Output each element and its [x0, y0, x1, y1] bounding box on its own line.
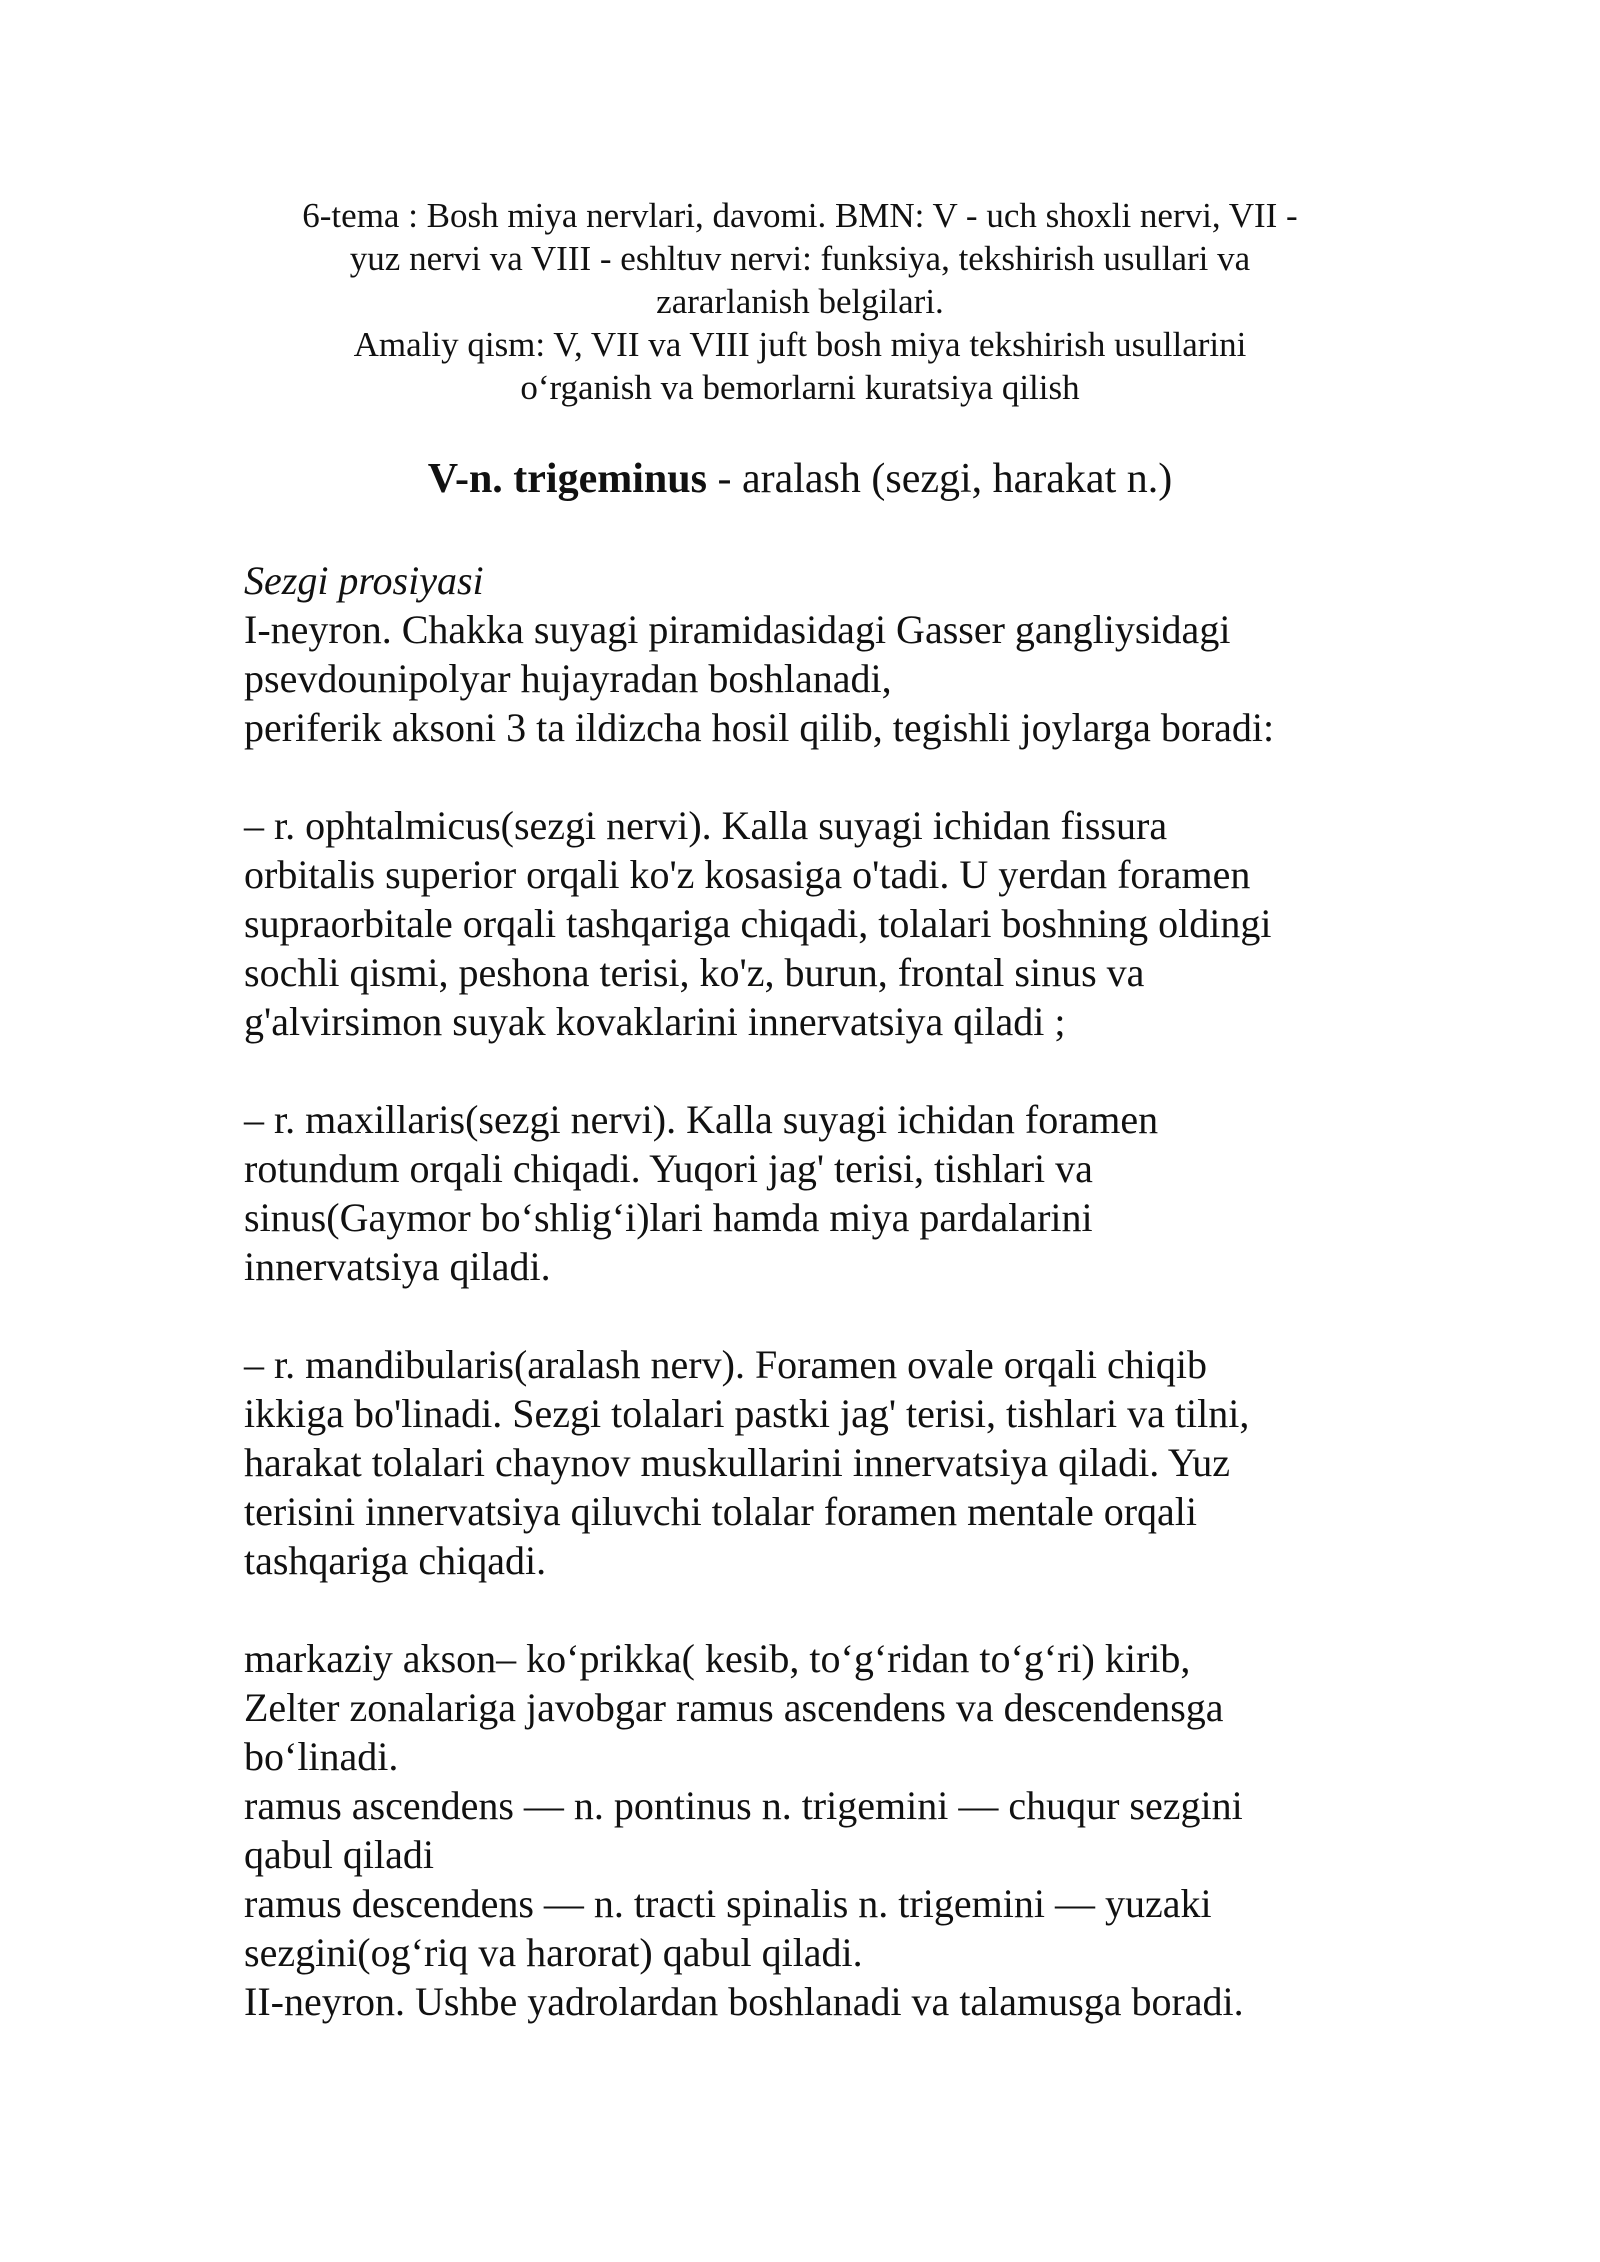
header-line: Amaliy qism: V, VII va VIII juft bosh miya tekshirish usullarini — [353, 325, 1247, 364]
paragraph-line: sochli qismi, peshona terisi, ko'z, burun, frontal sinus va — [244, 950, 1145, 995]
document-body — [244, 556, 1394, 2026]
paragraph-line: sinus(Gaymor bo‘shlig‘i)lari hamda miya pardalarini — [244, 1195, 1093, 1240]
paragraph-line: harakat tolalari chaynov muskullarini innervatsiya qiladi. Yuz — [244, 1440, 1230, 1485]
central-axon-paragraph — [244, 1634, 1394, 2026]
paragraph-line: innervatsiya qiladi. — [244, 1244, 551, 1289]
paragraph-line: psevdounipolyar hujayradan boshlanadi, — [244, 656, 892, 701]
subheading: Sezgi prosiyasi — [244, 558, 484, 603]
branch-mandibular — [244, 1340, 1394, 1585]
paragraph-line: periferik aksoni 3 ta ildizcha hosil qilib, tegishli joylarga boradi: — [244, 705, 1275, 750]
header-line: zararlanish belgilari. — [656, 282, 944, 321]
paragraph-spacer — [244, 1585, 1394, 1634]
header-line: yuz nervi va VIII - eshltuv nervi: funksiya, tekshirish usullari va — [349, 239, 1251, 278]
paragraph-line: qabul qiladi — [244, 1832, 434, 1877]
paragraph-line: sezgini(og‘riq va harorat) qabul qiladi. — [244, 1930, 863, 1975]
document-header — [250, 194, 1350, 409]
paragraph-line: Zelter zonalariga javobgar ramus ascendens va descendensga — [244, 1685, 1224, 1730]
paragraph-line: II-neyron. Ushbe yadrolardan boshlanadi va talamusga boradi. — [244, 1979, 1244, 2024]
header-line: o‘rganish va bemorlarni kuratsiya qilish — [520, 368, 1080, 407]
paragraph-spacer — [244, 1046, 1394, 1095]
paragraph-line: ramus descendens — n. tracti spinalis n. trigemini — yuzaki — [244, 1881, 1212, 1926]
paragraph-line: orbitalis superior orqali ko'z kosasiga o'tadi. U yerdan foramen — [244, 852, 1251, 897]
paragraph-line: ramus ascendens — n. pontinus n. trigemini — chuqur sezgini — [244, 1783, 1243, 1828]
paragraph-line: markaziy akson– ko‘prikka( kesib, to‘g‘ridan to‘g‘ri) kirib, — [244, 1636, 1191, 1681]
header-line: 6-tema : Bosh miya nervlari, davomi. BMN: V - uch shoxli nervi, VII - — [302, 196, 1298, 235]
section-title-rest: - aralash (sezgi, harakat n.) — [706, 456, 1173, 502]
paragraph-line: g'alvirsimon suyak kovaklarini innervatsiya qiladi ; — [244, 999, 1066, 1044]
paragraph-line: – r. mandibularis(aralash nerv). Foramen ovale orqali chiqib — [244, 1342, 1208, 1387]
paragraph-line: terisini innervatsiya qiluvchi tolalar foramen mentale orqali — [244, 1489, 1198, 1534]
branch-maxillary — [244, 1095, 1394, 1291]
paragraph-spacer — [244, 752, 1394, 801]
branch-ophthalmic — [244, 801, 1394, 1046]
paragraph-line: supraorbitale orqali tashqariga chiqadi, tolalari boshning oldingi — [244, 901, 1272, 946]
paragraph-line: rotundum orqali chiqadi. Yuqori jag' terisi, tishlari va — [244, 1146, 1093, 1191]
section-title — [250, 454, 1350, 504]
paragraph-spacer — [244, 1291, 1394, 1340]
paragraph-line: – r. ophtalmicus(sezgi nervi). Kalla suyagi ichidan fissura — [244, 803, 1168, 848]
section-title-bold: V-n. trigeminus — [427, 456, 707, 502]
paragraph-line: tashqariga chiqadi. — [244, 1538, 547, 1583]
paragraph-line: I-neyron. Chakka suyagi piramidasidagi Gasser gangliysidagi — [244, 607, 1231, 652]
paragraph-line: ikkiga bo'linadi. Sezgi tolalari pastki jag' terisi, tishlari va tilni, — [244, 1391, 1250, 1436]
paragraph-line: bo‘linadi. — [244, 1734, 399, 1779]
paragraph-line: – r. maxillaris(sezgi nervi). Kalla suyagi ichidan foramen — [244, 1097, 1159, 1142]
